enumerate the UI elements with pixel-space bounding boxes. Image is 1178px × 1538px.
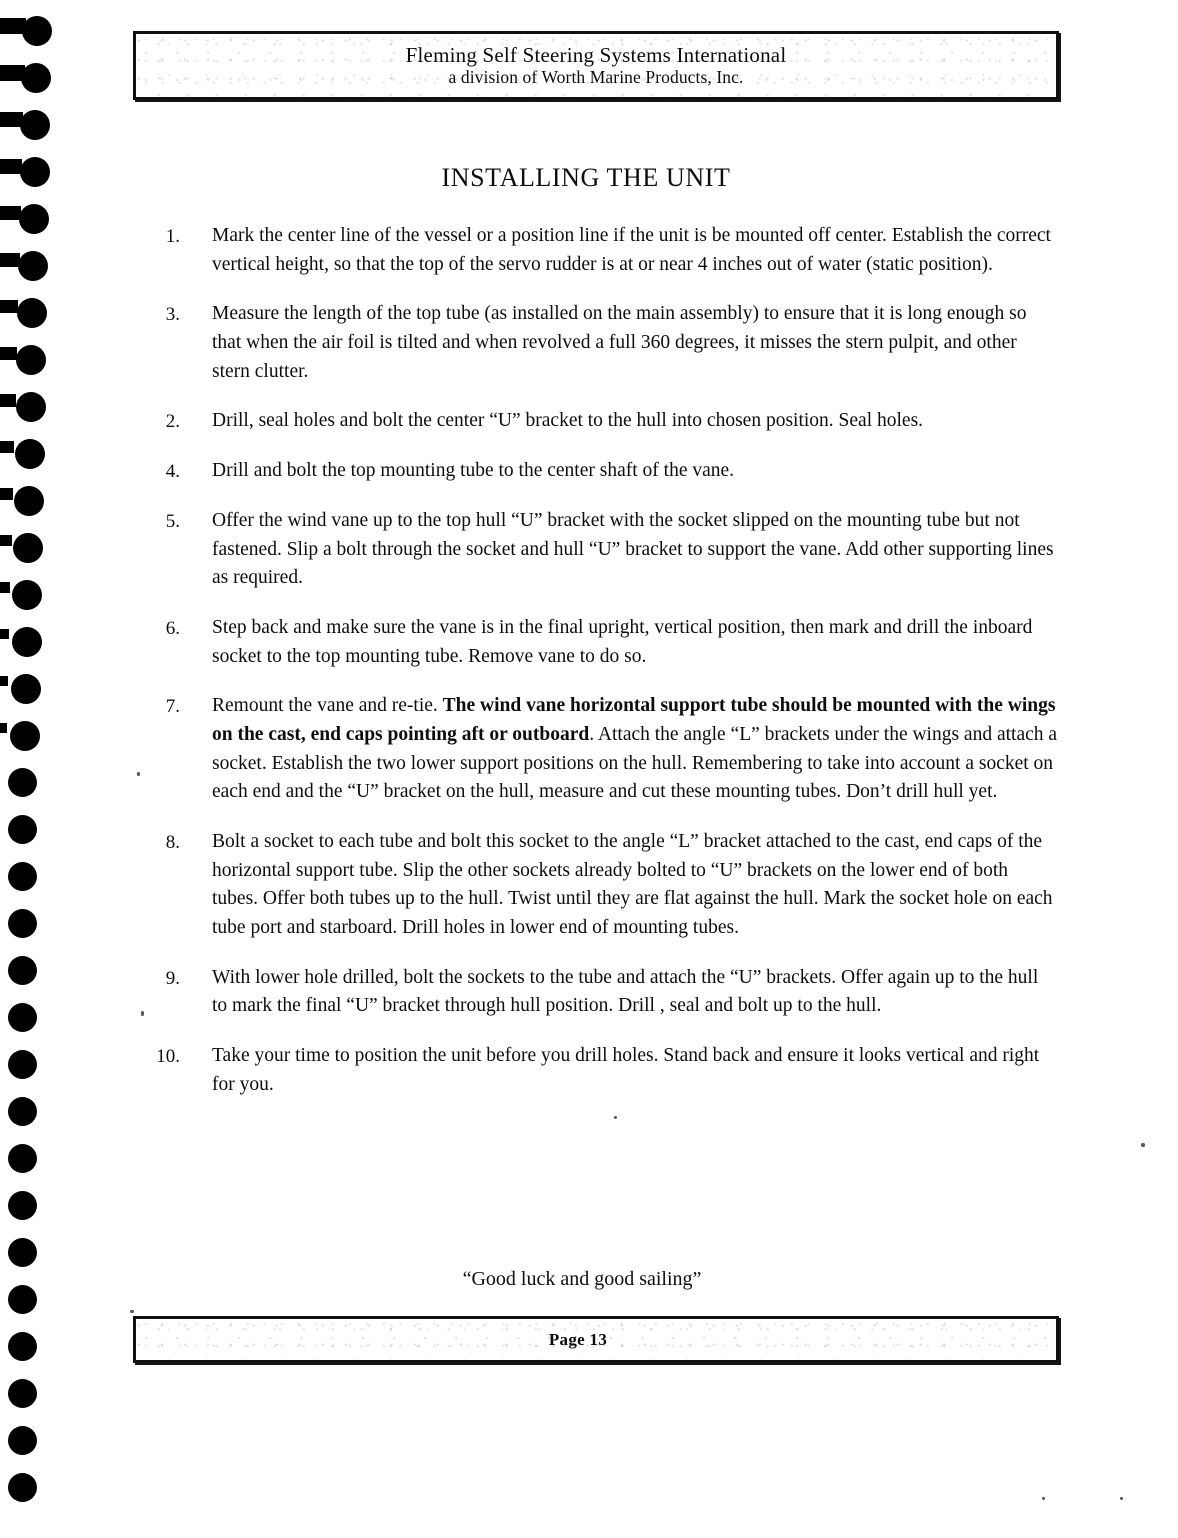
binding-hole [0,1424,64,1458]
step-number: 1. [165,226,180,247]
instruction-step [133,507,1058,593]
binding-hole [0,14,64,48]
binding-hole [0,672,64,706]
step-text [180,1042,1058,1099]
spiral-binding [0,0,64,1538]
step-text-plain: Take your time to position the unit before you drill holes. Stand back and ensure it looks vertical and right for you. [212,1044,1040,1095]
binding-hole [0,1471,64,1505]
step-number: 7. [165,696,180,718]
step-number: 2. [165,411,180,433]
step-text-plain: Measure the length of the top tube (as installed on the main assembly) to ensure that it is long enough so that when the air foil is tilted and when revolved a full 360 degrees, it misses the stern pulpit, and other stern clutter. [212,303,1027,382]
instruction-step [133,828,1058,943]
step-text [180,457,1058,486]
company-name: Fleming Self Steering Systems International [405,42,787,67]
step-number: 6. [165,618,180,640]
step-text-plain: Drill and bolt the top mounting tube to the center shaft of the vane. [212,460,735,482]
binding-hole [0,484,64,518]
instruction-step [133,457,1058,486]
instruction-list [133,222,1058,1120]
binding-hole [0,61,64,95]
step-text [180,692,1058,807]
step-number: 8. [165,832,180,854]
binding-hole [0,390,64,424]
binding-hole [0,860,64,894]
binding-hole [0,719,64,753]
binding-hole [0,1377,64,1411]
step-text-plain: Bolt a socket to each tube and bolt this socket to the angle “L” bracket attached to the cast, end caps of the horizontal support tube. Slip the other sockets already bolted to “U” brackets on the lower end of both tubes. Offer both tubes up to the hull. Twist until they are flat against the hull. Mark the socket hole on each tube port and starboard. Drill holes in lower end of mounting tubes. [212,831,1053,938]
step-text [180,614,1058,671]
step-number: 5. [165,511,180,533]
binding-hole [0,1142,64,1176]
instruction-step [133,1042,1058,1099]
binding-hole [0,907,64,941]
binding-hole [0,531,64,565]
binding-hole [0,1236,64,1270]
instruction-step [133,300,1058,386]
step-text-plain: Drill, seal holes and bolt the center “U” bracket to the hull into chosen position. Seal holes. [212,410,924,432]
binding-hole [0,766,64,800]
company-division: a division of Worth Marine Products, Inc. [448,66,744,87]
binding-hole [0,1095,64,1129]
instruction-step [133,222,1058,279]
binding-hole [0,954,64,988]
step-text-plain: Mark the center line of the vessel or a position line if the unit is be mounted off center. Establish the correct vertical height, so that the top of the servo rudder is at or near 4 inches out of water (static position). [212,225,1051,275]
header-band [133,31,1059,100]
scan-speck [137,772,140,776]
binding-hole [0,202,64,236]
step-text [180,300,1058,386]
step-text [180,828,1058,943]
binding-hole [0,1001,64,1035]
step-number: 10. [156,1045,180,1067]
signoff-text: “Good luck and good sailing” [462,1268,702,1290]
scan-speck [1120,1497,1123,1500]
binding-hole [0,1330,64,1364]
binding-hole [0,296,64,330]
step-text-plain: Step back and make sure the vane is in the final upright, vertical position, then mark and drill the inboard socket to the top mounting tube. Remove vane to do so. [212,617,1033,667]
step-text [180,507,1058,593]
instruction-step [133,614,1058,671]
step-number: 9. [165,967,180,989]
scan-speck [141,1011,144,1016]
instruction-step [133,407,1058,436]
step-text-plain: With lower hole drilled, bolt the sockets to the tube and attach the “U” brackets. Offer again up to the hull to mark the final “U” bracket through hull position. Drill , seal and bolt up to the hull. [212,966,1039,1017]
binding-hole [0,578,64,612]
step-text-tail: . Attach the angle “L” brackets under the wings and attach a socket. Establish the two lower support positions on the hull. Remembering to take into account a socket on each end and the “U” bracket on the hull, measure and cut these mounting tubes. Don’t drill hull yet. [212,724,1058,803]
binding-hole [0,437,64,471]
step-number: 4. [165,461,180,483]
page-number: Page 13 [548,1329,608,1349]
binding-hole [0,1189,64,1223]
binding-hole [0,813,64,847]
step-text-plain: Offer the wind vane up to the top hull “U” bracket with the socket slipped on the mounting tube but not fastened. Slip a bolt through the socket and hull “U” bracket to support the vane. Add other supporting lines as required. [212,510,1054,589]
step-text-plain: Remount the vane and re-tie. [212,695,443,717]
step-number: 3. [165,304,180,326]
binding-hole [0,1048,64,1082]
instruction-step [133,692,1058,807]
page-title: INSTALLING THE UNIT [441,163,731,192]
scan-speck [614,1116,617,1119]
footer-band [133,1316,1059,1363]
binding-hole [0,249,64,283]
scan-speck [1141,1143,1145,1147]
binding-hole [0,625,64,659]
step-text-emphasis: The wind vane horizontal support tube should be mounted with the wings on the cast, end caps pointing aft or outboard [212,695,1056,746]
step-text [180,964,1058,1021]
binding-hole [0,108,64,142]
binding-hole [0,343,64,377]
instruction-step [133,964,1058,1021]
step-text [180,407,1058,436]
scan-speck [1042,1497,1045,1500]
scan-speck [130,1310,134,1313]
step-text [180,222,1058,279]
